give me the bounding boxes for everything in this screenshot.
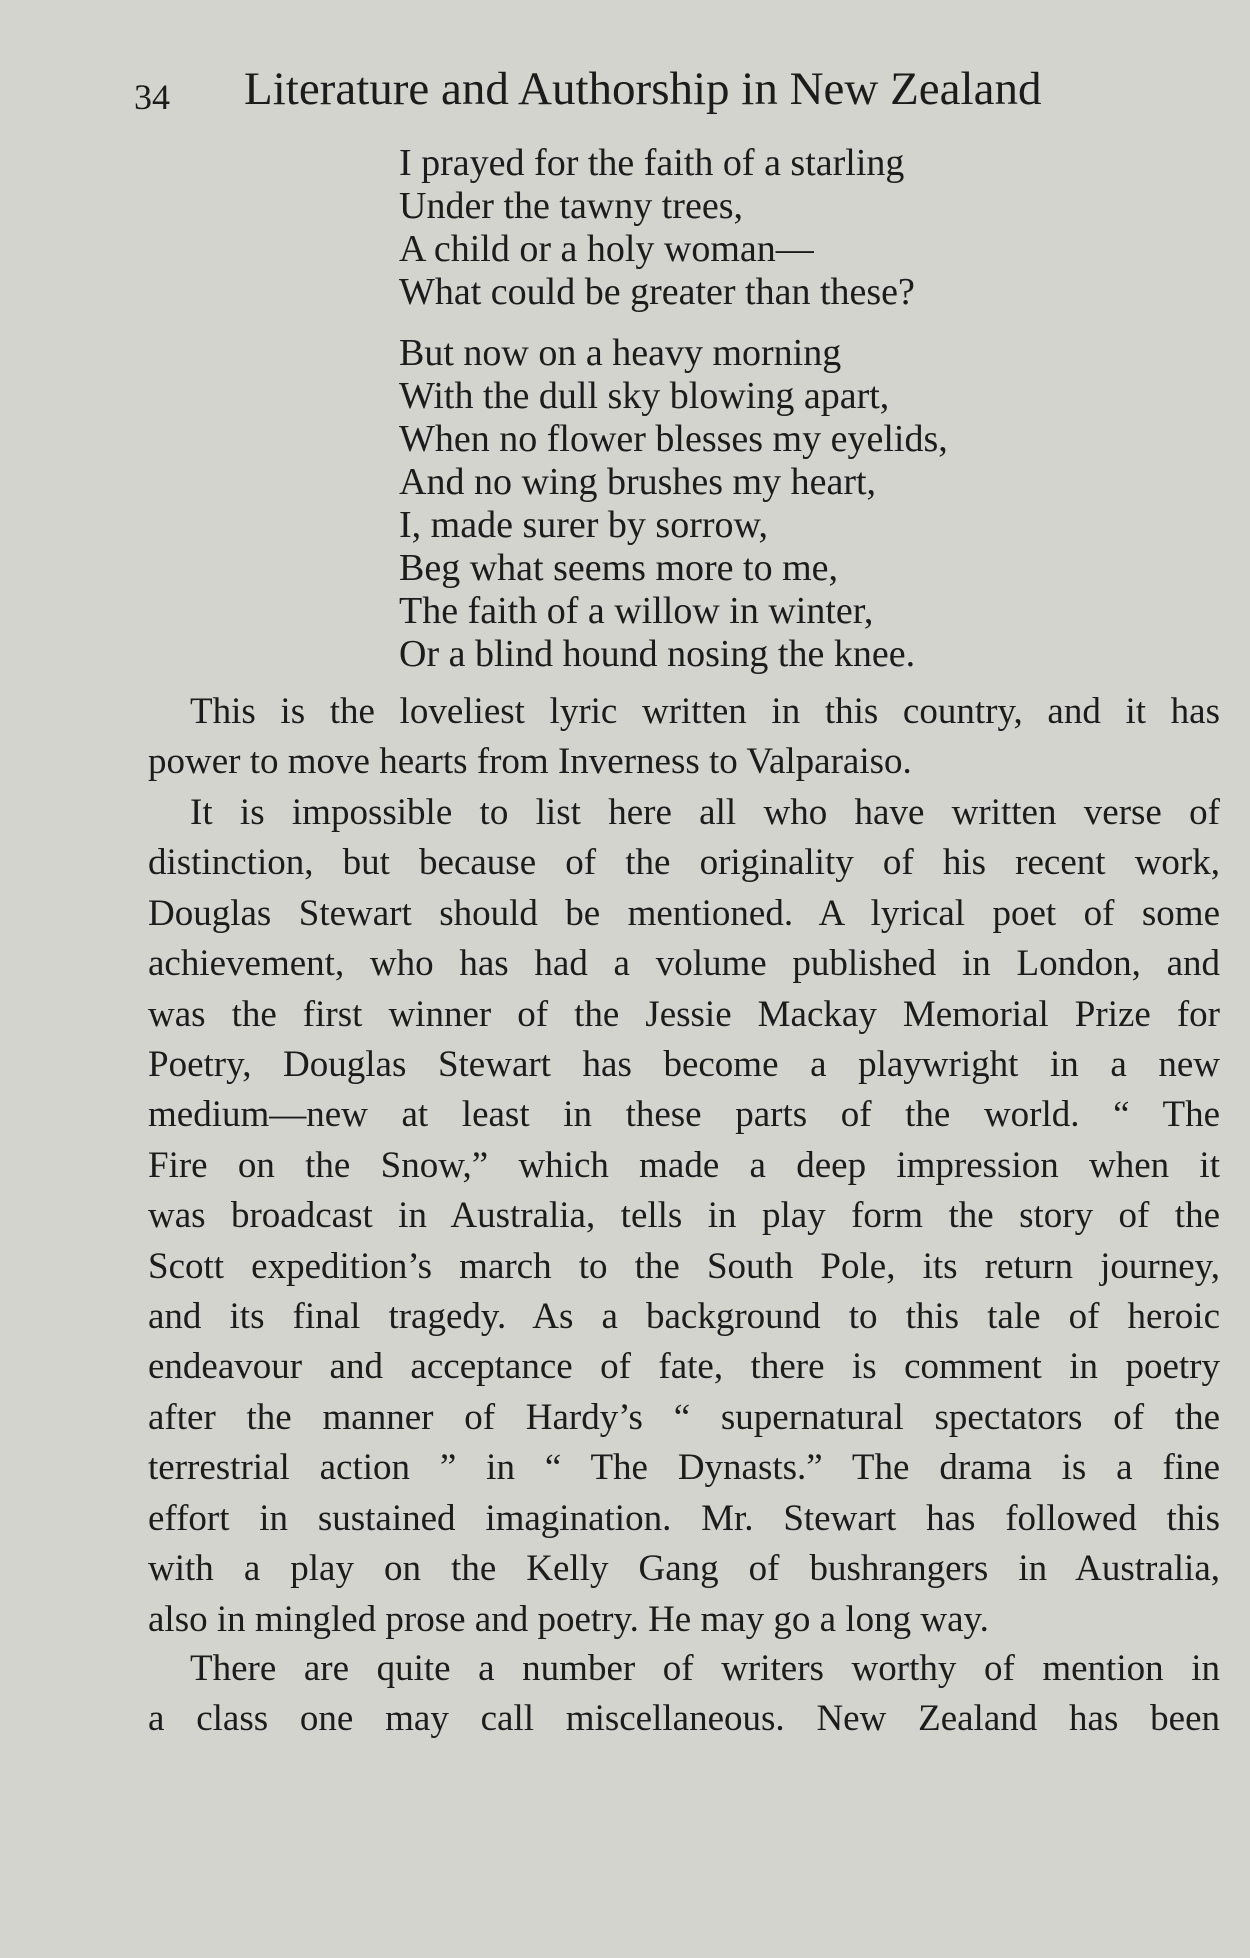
poem-stanza-1 (399, 142, 1039, 314)
verse-line: But now on a heavy morning (399, 332, 842, 374)
paragraph-line: and its final tragedy. As a background to this tale of heroic (148, 1296, 1220, 1338)
paragraph-line: Scott expedition’s march to the South Pole, its return journey, (148, 1245, 1220, 1287)
verse-line: When no flower blesses my eyelids, (399, 418, 948, 460)
paragraph-line: This is the loveliest lyric written in this country, and it has (190, 691, 1220, 732)
paragraph-line: endeavour and acceptance of fate, there is comment in poetry (148, 1346, 1220, 1388)
paragraph-line: effort in sustained imagination. Mr. Stewart has followed this (148, 1497, 1220, 1539)
paragraph-line: with a play on the Kelly Gang of bushrangers in Australia, (148, 1548, 1220, 1590)
paragraph-1 (148, 687, 1220, 788)
paragraph-line: Fire on the Snow,” which made a deep impression when it (148, 1144, 1220, 1186)
verse-line: A child or a holy woman— (399, 228, 814, 270)
verse-line: The faith of a willow in winter, (399, 590, 874, 632)
page-number: 34 (134, 77, 170, 117)
paragraph-line: medium—new at least in these parts of the world. “ The (148, 1094, 1220, 1136)
paragraph-line: power to move hearts from Inverness to Valparaiso. (148, 741, 912, 783)
paragraph-line: a class one may call miscellaneous. New Zealand has been (148, 1698, 1220, 1740)
verse-line: Beg what seems more to me, (399, 547, 839, 589)
paragraph-line: distinction, but because of the originality of his recent work, (148, 842, 1220, 884)
poem-stanza-2 (399, 332, 1039, 676)
paragraph-3 (148, 1644, 1220, 1745)
page-header (134, 62, 1134, 122)
paragraph-line: Douglas Stewart should be mentioned. A lyrical poet of some (148, 892, 1220, 934)
verse-line: I prayed for the faith of a starling (399, 142, 905, 184)
paragraph-2 (148, 788, 1220, 1645)
running-title: Literature and Authorship in New Zealand (244, 63, 1042, 115)
verse-line: What could be greater than these? (399, 271, 915, 313)
paragraph-line: achievement, who has had a volume published in London, and (148, 943, 1220, 985)
paragraph-line: It is impossible to list here all who have written verse of (190, 792, 1220, 833)
paragraph-line: There are quite a number of writers worthy of mention in (190, 1648, 1220, 1689)
verse-line: And no wing brushes my heart, (399, 461, 877, 503)
paragraph-line: Poetry, Douglas Stewart has become a playwright in a new (148, 1044, 1220, 1086)
paragraph-line: was the first winner of the Jessie Mackay Memorial Prize for (148, 993, 1220, 1035)
paragraph-line: was broadcast in Australia, tells in play form the story of the (148, 1195, 1220, 1237)
paragraph-line: also in mingled prose and poetry. He may go a long way. (148, 1598, 989, 1640)
verse-line: I, made surer by sorrow, (399, 504, 768, 546)
verse-line: Or a blind hound nosing the knee. (399, 633, 916, 675)
verse-line: With the dull sky blowing apart, (399, 375, 890, 417)
verse-line: Under the tawny trees, (399, 185, 743, 227)
paragraph-line: after the manner of Hardy’s “ supernatural spectators of the (148, 1396, 1220, 1438)
paragraph-line: terrestrial action ” in “ The Dynasts.” The drama is a fine (148, 1447, 1220, 1489)
